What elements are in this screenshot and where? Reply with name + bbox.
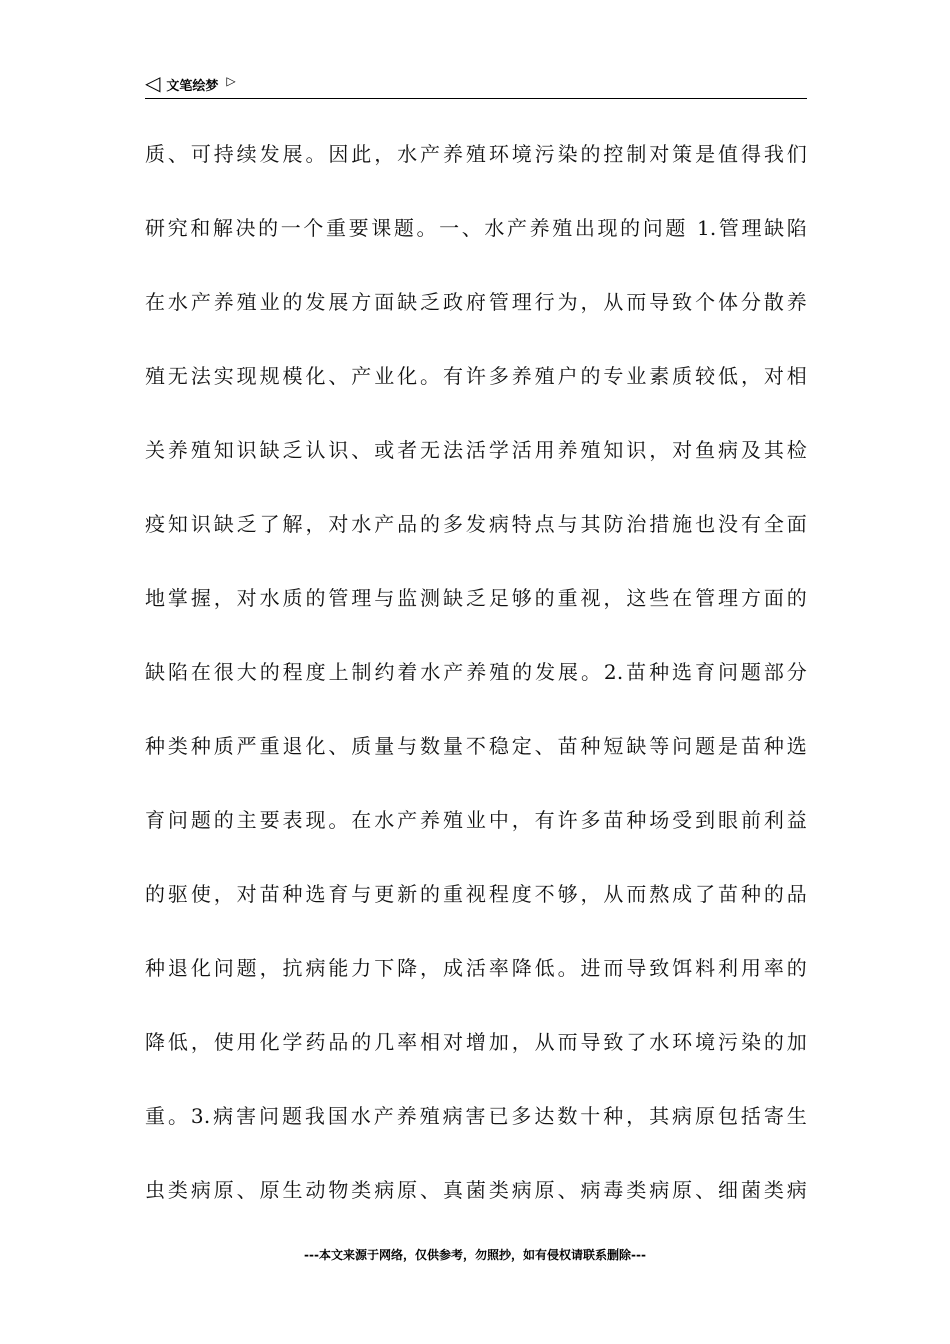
text-line: 育问题的主要表现。在水产养殖业中，有许多苗种场受到眼前利益 [145,808,807,832]
document-body [145,127,807,1237]
footer-disclaimer: ---本文来源于网络，仅供参考，勿照抄，如有侵权请联系删除--- [304,1248,646,1262]
text-line: 虫类病原、原生动物类病原、真菌类病原、病毒类病原、细菌类病 [145,1178,807,1202]
text-line: 种退化问题，抗病能力下降，成活率降低。进而导致饵料利用率的 [145,956,807,980]
text-line: 关养殖知识缺乏认识、或者无法活学活用养殖知识，对鱼病及其检 [145,438,807,462]
text-line: 疫知识缺乏了解，对水产品的多发病特点与其防治措施也没有全面 [145,512,807,536]
text-line: 的驱使，对苗种选育与更新的重视程度不够，从而熬成了苗种的品 [145,882,807,906]
page-header [145,72,807,99]
text-line: 重。3.病害问题我国水产养殖病害已多达数十种，其病原包括寄生 [145,1104,807,1128]
text-line: 在水产养殖业的发展方面缺乏政府管理行为，从而导致个体分散养 [145,290,807,314]
text-line: 殖无法实现规模化、产业化。有许多养殖户的专业素质较低，对相 [145,364,807,388]
text-line: 降低，使用化学药品的几率相对增加，从而导致了水环境污染的加 [145,1030,807,1054]
text-line: 缺陷在很大的程度上制约着水产养殖的发展。2.苗种选育问题部分 [145,660,807,684]
text-line: 种类种质严重退化、质量与数量不稳定、苗种短缺等问题是苗种选 [145,734,807,758]
text-line: 地掌握，对水质的管理与监测缺乏足够的重视，这些在管理方面的 [145,586,807,610]
right-triangle-icon: ▷ [226,74,236,88]
brand-name: 文笔绘梦 [166,78,219,94]
text-line: 研究和解决的一个重要课题。一、水产养殖出现的问题 1.管理缺陷 [145,216,807,240]
left-triangle-icon: ◁ [145,71,161,95]
text-line: 质、可持续发展。因此，水产养殖环境污染的控制对策是值得我们 [145,142,807,166]
